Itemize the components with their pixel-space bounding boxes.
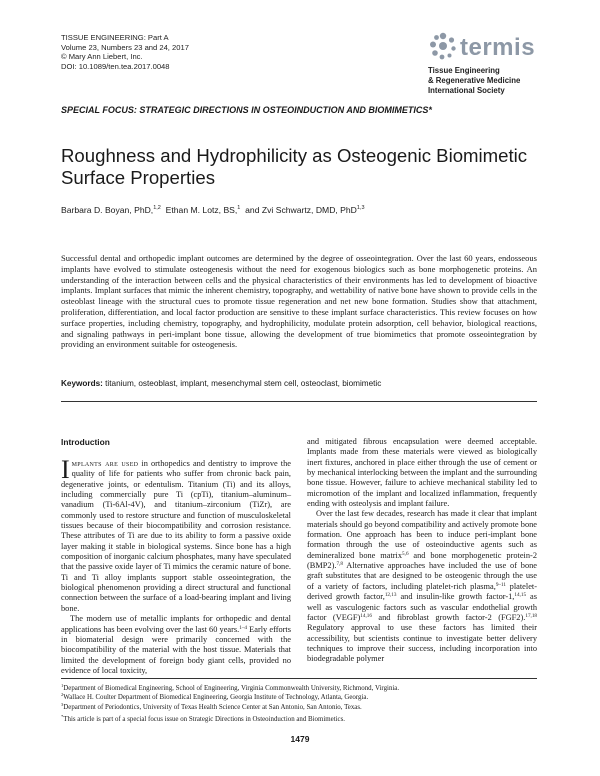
footnote: [61, 703, 537, 712]
author-name: Barbara D. Boyan, PhD,: [61, 205, 154, 215]
citation: 1–4: [239, 624, 247, 631]
article-title: Roughness and Hydrophilicity as Osteogenic Biomimetic Surface Properties: [61, 145, 528, 188]
paragraph-text: in orthopedics and dentistry to improve the quality of life for patients who suffer from chronic back pain, degenerative joints, or edentulism. Titanium (Ti) and its alloys, including commercially pure Ti (cpTi), titanium–aluminum–vanadium (Ti-6Al-4V), and titanium–zirconium (TiZr), are commonly used to restore structure and function of musculoskeletal tissues because of their biocompatibility and corrosion resistance. These attributes of Ti are due to its ability to form a passive oxide layer making it stable in biological systems. Since bone has a high composition of inorganic calcium phosphates, many have speculated that the passive oxide layer of Ti mimics the ceramic nature of bone. Ti and Ti alloy implants support stable osseointegration, the biological phenomenon providing a direct structural and functional connection between the surface of a load-bearing implant and living bone.: [61, 459, 291, 613]
journal-copyright: © Mary Ann Liebert, Inc.: [61, 52, 143, 62]
termis-subtitle: [428, 66, 520, 96]
footnote: [61, 715, 537, 724]
termis-line-1: Tissue Engineering: [428, 66, 500, 75]
keywords: [61, 379, 537, 388]
paragraph-text: and mitigated fibrous encapsulation were deemed acceptable. Implants made from these materials were viewed as biologically inert fixtures, anchored in place either through the use of cement or by mechanical interlocking between the implant and the surrounding bone tissue. However, failure to achieve mechanical stability led to micromotion of the implant and localized inflammation, frequently ending with osteolysis and implant failure.: [307, 437, 537, 509]
citation: 14,15: [514, 592, 527, 599]
paragraph: [61, 614, 291, 676]
citation: 7,8: [336, 561, 343, 568]
author-affiliation: 1,3: [356, 205, 365, 211]
keywords-text: titanium, osteoblast, implant, mesenchymal stem cell, osteoclast, biomimetic: [105, 379, 382, 388]
footnote: [61, 693, 537, 702]
footnote-marker: 2: [61, 692, 64, 698]
journal-volume: Volume 23, Numbers 23 and 24, 2017: [61, 42, 189, 52]
abstract: Successful dental and orthopedic implant outcomes are determined by the degree of osseointegration. Over the last 60 years, endosseous implants have evolved to stimulate osteogenesis without the need for exogenous biologics such as bone morphogenetic proteins. An understanding of the interaction between cells and the physical characteristics of their environments has led to development of bioactive implants. Implant surfaces that mimic the inherent chemistry, topography, and wettability of native bone have shown to provide cells in the osteoblast lineage with the structural cues to promote tissue regeneration and net new bone formation. Studies show that attachment, proliferation, differentiation, and local factor production are sensitive to these implant surface characteristics. This review focuses on how surface properties, including chemistry, topography, and hydrophilicity, modulate protein adsorption, cell behavior, biological reactions, and signaling pathways in peri-implant bone tissue, allowing the development of true biomimetics that promote osseointegration by providing an environment suitable for osteogenesis.: [61, 253, 537, 350]
paragraph: [61, 455, 291, 614]
divider: [61, 401, 537, 402]
paragraph-text: Regulatory approval to use these factors has limited their accessibility, but scientists continue to investigate better delivery techniques to improve their success, including incorporation into biodegradable polymer: [307, 623, 537, 664]
paragraph-text: Alternative approaches have included the use of bone graft substitutes that are designed to be osteogenic through the use of a variety of factors, including platelet-rich plasma,: [307, 561, 537, 591]
body-column-left: [61, 455, 291, 676]
page-number: 1479: [290, 734, 310, 744]
footnote-marker: 1: [61, 683, 64, 688]
paragraph-text: and fibroblast growth factor-2 (FGF2).: [371, 612, 526, 622]
paragraph-text: and bone morphogenetic protein-2 (BMP2).: [307, 550, 537, 571]
citation: 12,13: [384, 592, 397, 599]
footnote-divider: [61, 678, 537, 679]
paragraph-text: Early efforts in biomaterial design were primarily concerned with the biocompatibility of the material with the host tissue. Materials that limited the development of foreign body giant cells, provided no evidence of local toxicity,: [61, 624, 291, 675]
journal-name: TISSUE ENGINEERING: Part A: [61, 33, 169, 42]
paragraph-text: as well as vasculogenic factors such as vascular endothelial growth factor (VEGF): [307, 592, 537, 622]
paragraph-text: Over the last few decades, research has made it clear that implant materials should go beyond compatibility and actively promote bone formation. One approach has been to induce peri-implant bone formation through the use of osteoinductive agents such as demineralized bone matrix: [307, 509, 537, 560]
footnote-marker: 3: [61, 701, 64, 707]
paragraph-text: platelet-derived growth factor,: [307, 581, 538, 602]
author-affiliation: 1: [237, 205, 241, 211]
special-focus-label: SPECIAL FOCUS: STRATEGIC DIRECTIONS IN OSTEOINDUCTION AND BIOMIMETICS*: [61, 105, 432, 115]
journal-doi: DOI: 10.1089/ten.tea.2017.0048: [61, 61, 170, 71]
citation: 17,18: [525, 612, 538, 619]
drop-cap: I: [61, 455, 70, 484]
footnote-text: Wallace H. Coulter Department of Biomedical Engineering, Georgia Institute of Technology, Atlanta, Georgia.: [63, 694, 369, 702]
citation: 5,6: [402, 550, 409, 557]
section-heading: Introduction: [61, 437, 110, 447]
termis-dots-icon: [428, 31, 458, 61]
footnote-text: Department of Periodontics, University of Texas Health Science Center at San Antonio, San Antonio, Texas.: [63, 703, 362, 711]
citation: 9–11: [495, 581, 506, 588]
footnote-text: Department of Biomedical Engineering, School of Engineering, Virginia Commonwealth University, Richmond, Virginia.: [63, 685, 400, 692]
footnote-text: This article is part of a special focus issue on Strategic Directions in Osteoinduction and Biomimetics.: [63, 715, 345, 723]
journal-header: [61, 33, 189, 71]
lead-in: mplants are used: [71, 459, 139, 468]
termis-wordmark: termis: [460, 34, 536, 61]
footnote-marker: *: [61, 713, 64, 719]
body-column-right: [307, 437, 537, 665]
author-name: and Zvi Schwartz, DMD, PhD: [245, 205, 357, 215]
termis-line-2: & Regenerative Medicine: [428, 76, 521, 85]
author-name: Ethan M. Lotz, BS,: [165, 205, 238, 215]
termis-line-3: International Society: [428, 86, 505, 95]
paragraph: [307, 509, 537, 664]
paragraph-text: and insulin-like growth factor-1,: [396, 592, 515, 602]
paragraph-text: The modern use of metallic implants for orthopedic and dental applications has been evolving over the last 60 years.: [61, 614, 291, 634]
keywords-label: Keywords:: [61, 379, 103, 388]
author-list: [61, 205, 531, 215]
paragraph: [307, 437, 537, 509]
citation: 14,16: [360, 612, 372, 619]
author-affiliation: 1,2: [153, 205, 161, 211]
footnotes: [61, 684, 537, 724]
footnote: [61, 684, 537, 693]
